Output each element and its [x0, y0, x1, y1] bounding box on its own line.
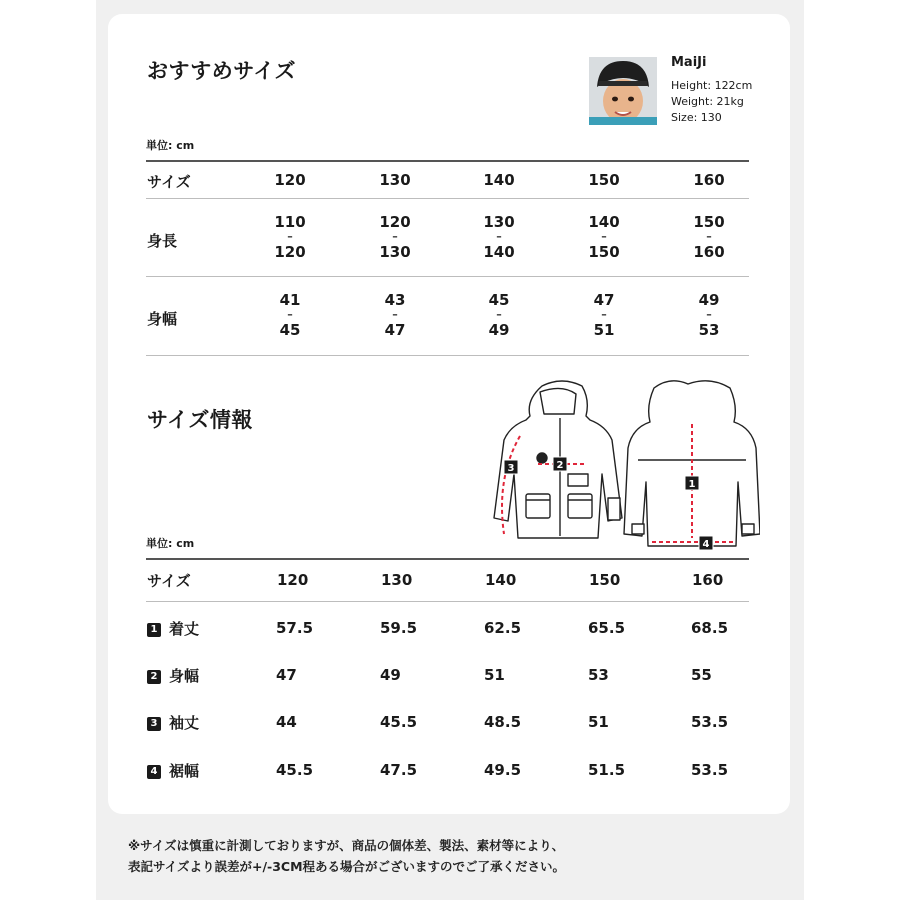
measure-value: 62.5 [484, 619, 522, 637]
model-name: MaiJi [671, 55, 707, 70]
recommend-size-header: 150 [588, 171, 620, 189]
diagram-marker-4: 4 [702, 539, 710, 550]
jacket-diagram [490, 378, 760, 553]
number-badge: 1 [147, 623, 161, 637]
number-badge: 4 [147, 765, 161, 779]
chest-range: 45 – 49 [488, 291, 510, 339]
sizeinfo-size-header: 150 [589, 571, 621, 589]
measure-value: 65.5 [588, 619, 626, 637]
footnote-line: ※サイズは慎重に計測しておりますが、商品の個体差、製法、素材等により、 [128, 838, 565, 853]
chest-range: 49 – 53 [698, 291, 720, 339]
height-range: 120 – 130 [379, 213, 411, 261]
chest-range: 47 – 51 [593, 291, 615, 339]
measure-value: 48.5 [484, 713, 522, 731]
height-range: 140 – 150 [588, 213, 620, 261]
row-label-sleeve: 3 袖丈 [147, 712, 199, 733]
height-range: 150 – 160 [693, 213, 725, 261]
chest-range: 41 – 45 [279, 291, 301, 339]
recommend-unit: 単位: cm [146, 139, 195, 152]
height-range: 110 – 120 [274, 213, 306, 261]
sizeinfo-size-header: 120 [277, 571, 309, 589]
row-label-length: 1 着丈 [147, 618, 199, 639]
recommend-size-header: 130 [379, 171, 411, 189]
sizeinfo-title: サイズ情報 [147, 408, 253, 432]
measure-value: 47.5 [380, 761, 418, 779]
measure-value: 53.5 [691, 761, 729, 779]
row-label-height: 身長 [147, 232, 178, 250]
measure-value: 68.5 [691, 619, 729, 637]
row-label-chest: 2 身幅 [147, 665, 199, 686]
sizeinfo-header-label: サイズ [147, 572, 191, 590]
measure-value: 49 [380, 666, 401, 684]
divider [146, 558, 749, 560]
measure-value: 51 [484, 666, 505, 684]
diagram-marker-2: 2 [556, 460, 564, 471]
footnote [128, 835, 565, 877]
recommend-size-header: 140 [483, 171, 515, 189]
number-badge: 3 [147, 717, 161, 731]
measure-value: 51 [588, 713, 609, 731]
diagram-marker-1: 1 [688, 479, 696, 490]
row-label-hem: 4 裾幅 [147, 760, 199, 781]
measure-value: 47 [276, 666, 297, 684]
footnote-line: 表記サイズより誤差が+/-3CM程ある場合がございますのでご了承ください。 [128, 859, 566, 874]
measure-value: 59.5 [380, 619, 418, 637]
measure-value: 55 [691, 666, 712, 684]
recommend-header-label: サイズ [147, 173, 191, 191]
row-label-chest: 身幅 [147, 310, 178, 328]
chest-range: 43 – 47 [384, 291, 406, 339]
measure-value: 57.5 [276, 619, 314, 637]
divider [146, 276, 749, 277]
divider [146, 160, 749, 162]
recommend-size-header: 160 [693, 171, 725, 189]
height-range: 130 – 140 [483, 213, 515, 261]
divider [146, 355, 749, 356]
number-badge: 2 [147, 670, 161, 684]
measure-value: 53.5 [691, 713, 729, 731]
recommend-size-header: 120 [274, 171, 306, 189]
sizeinfo-unit: 単位: cm [146, 537, 195, 550]
model-size: Size: 130 [671, 111, 722, 124]
measure-value: 49.5 [484, 761, 522, 779]
measure-value: 45.5 [276, 761, 314, 779]
measure-value: 53 [588, 666, 609, 684]
diagram-marker-3: 3 [507, 463, 515, 474]
model-height: Height: 122cm [671, 79, 753, 92]
model-photo [589, 57, 657, 125]
measure-value: 45.5 [380, 713, 418, 731]
divider [146, 601, 749, 602]
sizeinfo-size-header: 130 [381, 571, 413, 589]
recommend-title: おすすめサイズ [147, 59, 297, 83]
sizeinfo-size-header: 160 [692, 571, 724, 589]
measure-value: 44 [276, 713, 297, 731]
divider [146, 198, 749, 199]
measure-value: 51.5 [588, 761, 626, 779]
model-weight: Weight: 21kg [671, 95, 744, 108]
sizeinfo-size-header: 140 [485, 571, 517, 589]
